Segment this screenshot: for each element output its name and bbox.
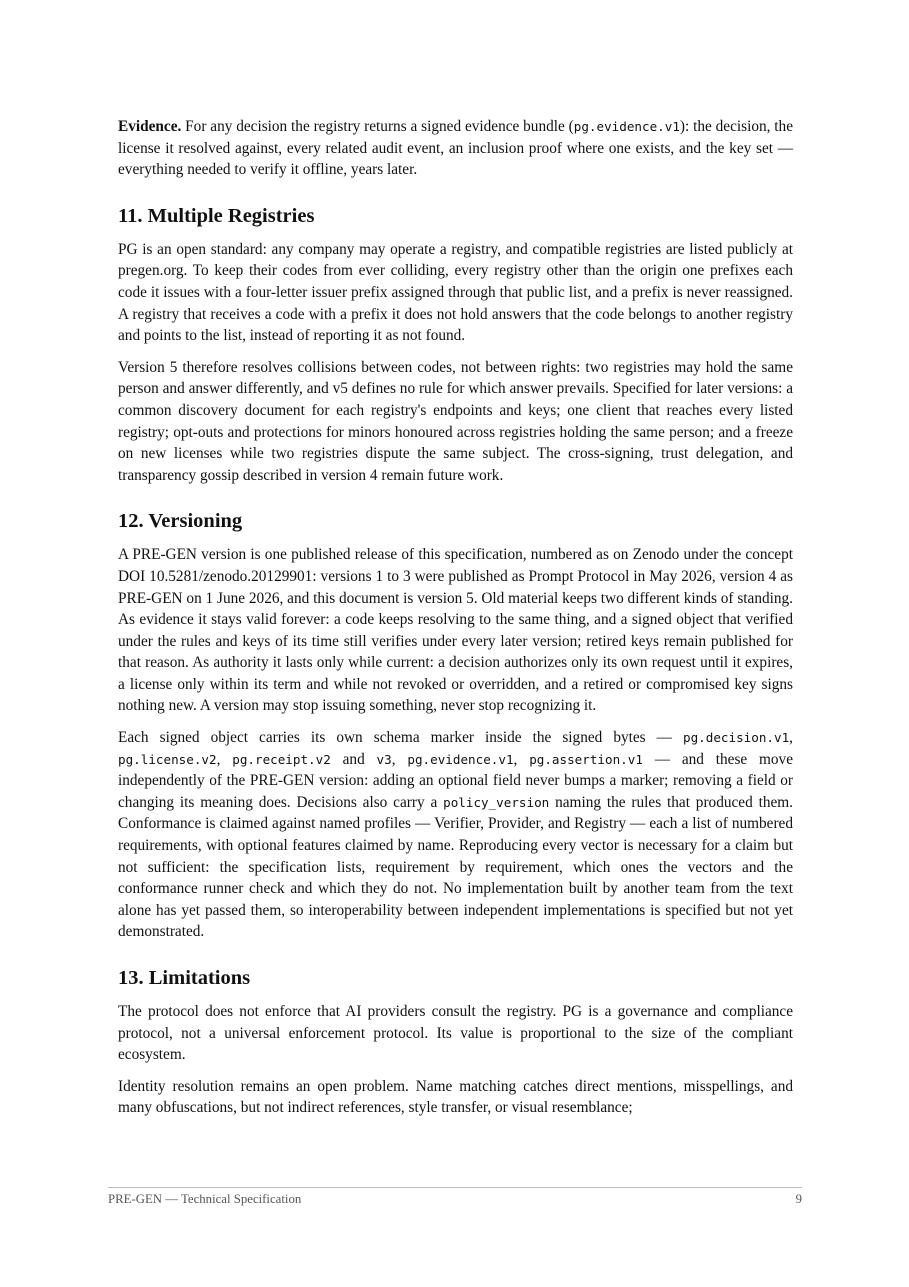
code-run: pg.evidence.v1 xyxy=(573,119,680,134)
text-run: , xyxy=(513,750,530,768)
evidence-paragraph xyxy=(118,116,793,181)
text-run: naming the rules that produced them. Conformance is claimed against named profiles — Verifier, Provider, and Registry — each a list of numbered requirements, with optional features claimed by name. Reproducing every vector is necessary for a claim but not sufficient: the specification lists, requirement by requirement, which ones the vectors and the conformance runner check and which they do not. No implementation built by another team from the text alone has yet passed them, so interoperability between independent implementations is specified but not yet demonstrated. xyxy=(118,793,793,941)
section-heading-11: 11. Multiple Registries xyxy=(118,204,315,227)
text-run: , xyxy=(789,729,793,747)
code-run: v3 xyxy=(376,751,392,767)
page-body xyxy=(118,116,793,1129)
code-run: pg.receipt.v2 xyxy=(232,751,331,767)
section-heading-13: 13. Limitations xyxy=(118,967,251,989)
section-12-paragraph-1: A PRE-GEN version is one published release of this specification, numbered as on Zenodo under the concept DOI 10.5281/zenodo.20129901: versions 1 to 3 were published as Prompt Protocol in May 2026, version 4 as PRE-GEN on 1 June 2026, and this document is version 5. Old material keeps two different kinds of standing. As evidence it stays valid forever: a code keeps resolving to the same thing, and a signed object that verified under the rules and keys of its time still verifies under every later version; retired keys remain published for that reason. As authority it lasts only while current: a decision authorizes only its own request until it expires, a license only within its term and while not revoked or overridden, and a retired or compromised key signs nothing new. A version may stop issuing something, never stop recognizing it. xyxy=(118,546,793,715)
text-run: For any decision the registry returns a signed evidence bundle ( xyxy=(181,118,574,135)
code-run: pg.evidence.v1 xyxy=(407,751,514,767)
text-run: , xyxy=(216,750,233,768)
section-11-paragraph-1: PG is an open standard: any company may operate a registry, and compatible registries are listed publicly at pregen.org. To keep their codes from ever colliding, every registry other than the origin one prefixes each code it issues with a four-letter issuer prefix assigned through that public list, and a prefix is never reassigned. A registry that receives a code with a prefix it does not hold answers that the code belongs to another registry and points to the list, instead of reporting it as not found. xyxy=(118,240,793,345)
text-run: , xyxy=(391,750,408,768)
code-run: policy_version xyxy=(443,794,550,810)
page-number: 9 xyxy=(795,1192,802,1206)
section-11-paragraph-2: Version 5 therefore resolves collisions between codes, not between rights: two registries may hold the same person and answer differently, and v5 defines no rule for which answer prevails. Specified for later versions: a common discovery document for each registry's endpoints and keys; one client that reaches every listed registry; opt-outs and protections for minors honoured across registries holding the same person; and a freeze on new licenses while two registries dispute the same subject. The cross-signing, trust delegation, and transparency gossip described in version 4 remain future work. xyxy=(118,358,793,484)
code-run: pg.assertion.v1 xyxy=(529,751,643,767)
footer-divider xyxy=(108,1187,802,1188)
code-run: pg.decision.v1 xyxy=(683,730,790,746)
section-13-paragraph-2: Identity resolution remains an open problem. Name matching catches direct mentions, misspellings, and many obfuscations, but not indirect references, style transfer, or visual resemblance; xyxy=(118,1077,793,1117)
text-run: and xyxy=(330,750,377,768)
section-12-paragraph-2 xyxy=(118,727,793,943)
evidence-lead: Evidence. xyxy=(118,118,182,135)
section-13-paragraph-1: The protocol does not enforce that AI providers consult the registry. PG is a governance and compliance protocol, not a universal enforcement protocol. Its value is proportional to the size of the compliant ecosystem. xyxy=(118,1003,793,1064)
section-heading-12: 12. Versioning xyxy=(118,510,243,533)
code-run: pg.license.v2 xyxy=(118,751,217,767)
text-run: Each signed object carries its own schema marker inside the signed bytes — xyxy=(118,729,684,747)
footer-title: PRE-GEN — Technical Specification xyxy=(108,1192,302,1206)
text-run: ): the decision, the license it resolved against, every related audit event, an inclusion proof where one exists, and the key set — everything needed to verify it offline, years later. xyxy=(118,118,793,179)
text-run: — and these move independently of the PRE-GEN version: adding an optional field never bumps a marker; removing a field or changing its meaning does. Decisions also carry a xyxy=(118,750,793,811)
